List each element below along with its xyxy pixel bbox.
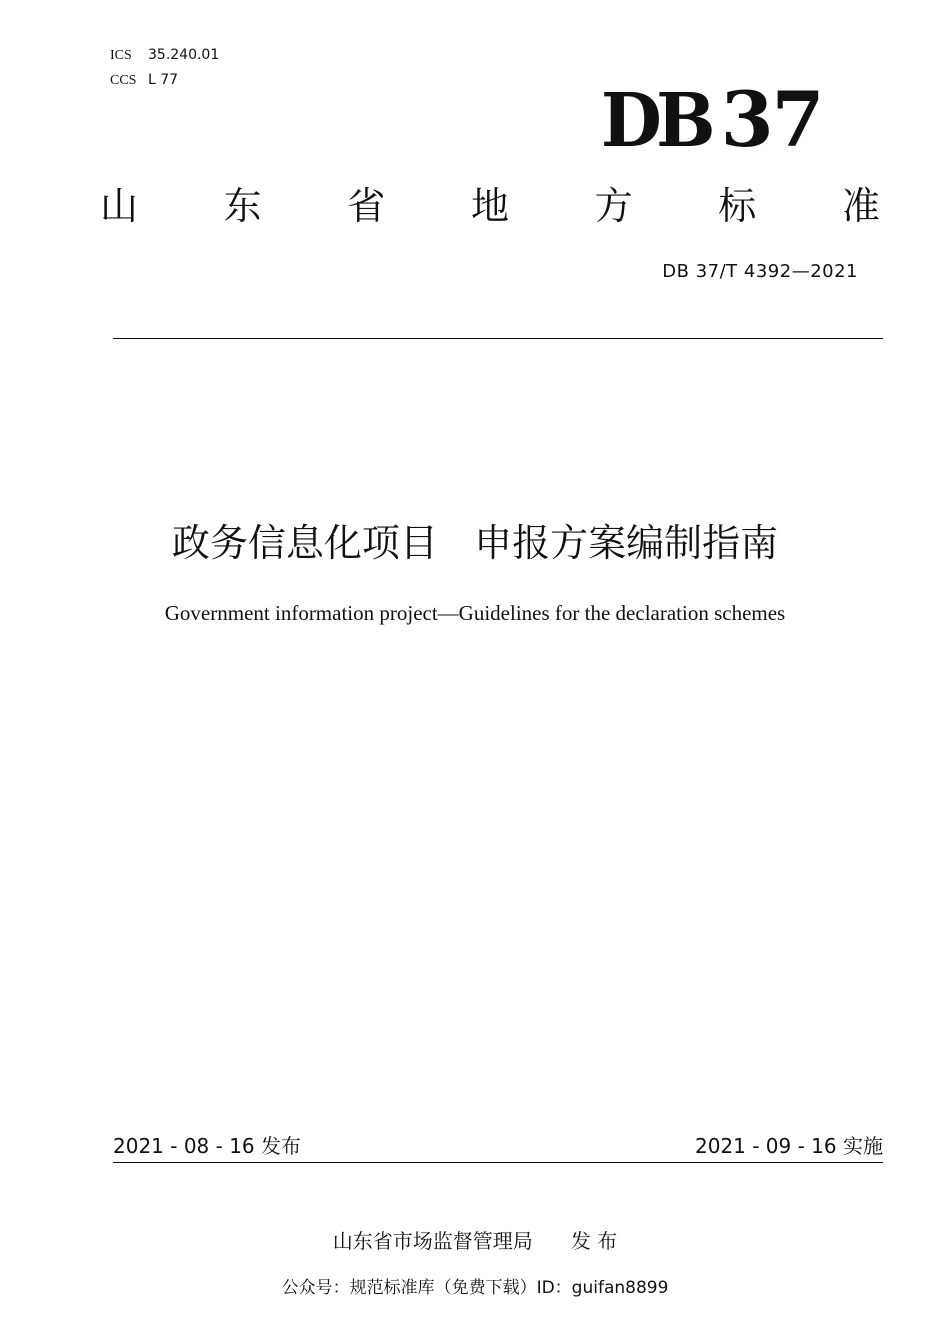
implementation-date: 2021 - 09 - 16 实施	[694, 1134, 883, 1158]
bottom-divider	[113, 1162, 883, 1163]
standard-type-char: 山	[100, 184, 139, 228]
db37-logo	[598, 75, 823, 181]
ics-code	[110, 46, 219, 65]
standard-type-heading	[100, 182, 880, 230]
standard-code: DB 37/T 4392—2021	[662, 261, 858, 282]
logo-number: 37	[720, 75, 823, 164]
footer-note: 公众号：规范标准库（免费下载）ID：guifan8899	[281, 1278, 669, 1298]
standard-type-char: 准	[841, 184, 880, 228]
document-title-english: Government information project—Guidelines for the declaration schemes	[164, 601, 786, 625]
standard-type-char: 方	[594, 184, 633, 228]
standard-type-char: 东	[223, 184, 262, 228]
ccs-value: L 77	[148, 72, 179, 88]
publish-date: 2021 - 08 - 16 发布	[113, 1134, 302, 1158]
issuing-authority: 山东省市场监督管理局 发 布	[332, 1229, 618, 1253]
ics-value: 35.240.01	[148, 47, 220, 63]
top-divider	[113, 338, 883, 339]
ics-label: ICS	[110, 48, 132, 63]
logo-prefix: DB	[600, 78, 710, 164]
standard-type-char: 标	[718, 184, 757, 228]
ccs-label: CCS	[110, 73, 137, 88]
ccs-code	[110, 71, 178, 90]
standard-type-char: 地	[470, 184, 509, 228]
document-title-chinese: 政务信息化项目 申报方案编制指南	[171, 521, 779, 565]
standard-type-char: 省	[347, 184, 386, 228]
